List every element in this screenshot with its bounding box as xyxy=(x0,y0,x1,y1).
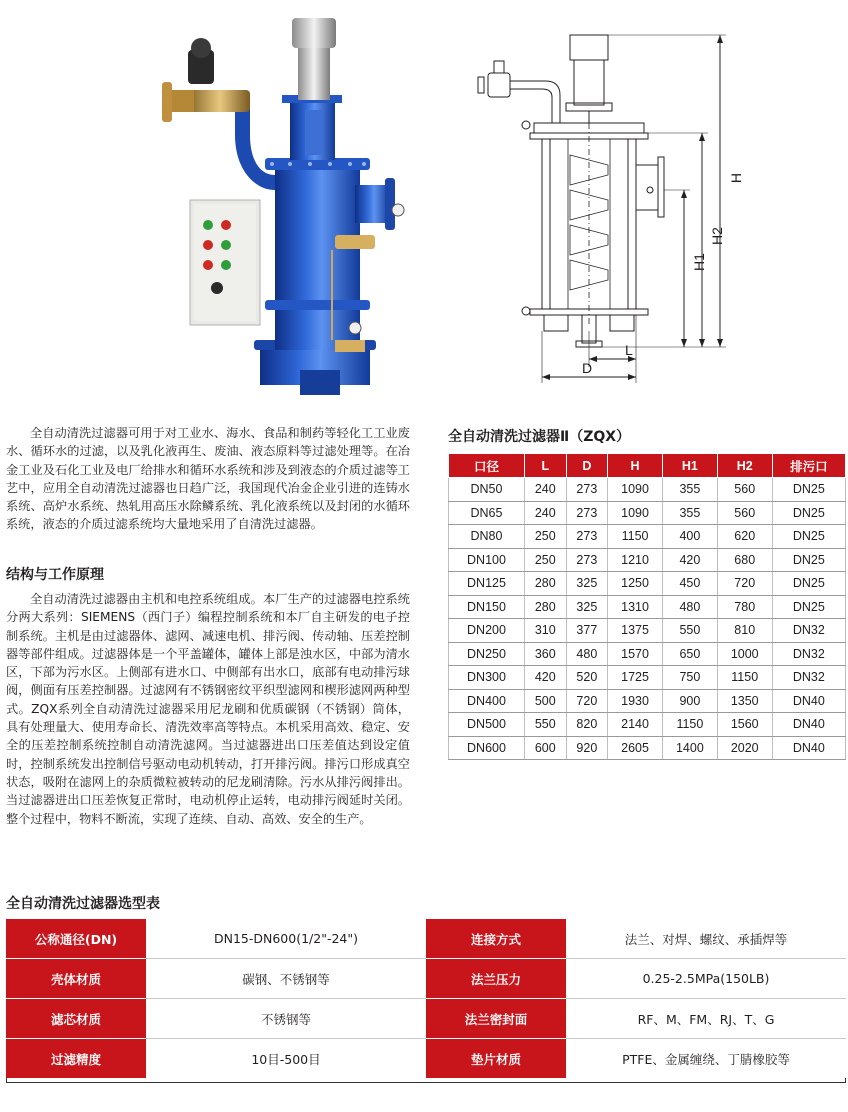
spec-cell: DN40 xyxy=(772,713,845,737)
spec-cell: 920 xyxy=(566,736,608,760)
dim-label-h2: H2 xyxy=(708,227,725,245)
spec-table-row xyxy=(449,666,846,690)
spec-header: 排污口 xyxy=(772,454,845,478)
spec-cell: 550 xyxy=(662,619,717,643)
spec-cell: DN32 xyxy=(772,666,845,690)
spec-table-title: 全自动清洗过滤器Ⅱ（ZQX） xyxy=(448,429,631,445)
selection-value: DN15-DN600(1/2"-24") xyxy=(146,919,426,959)
spec-cell: 720 xyxy=(717,572,772,596)
spec-cell: 650 xyxy=(662,642,717,666)
spec-cell: 355 xyxy=(662,501,717,525)
spec-cell: 273 xyxy=(566,548,608,572)
spec-cell: 355 xyxy=(662,478,717,502)
spec-cell: 500 xyxy=(524,689,566,713)
spec-cell: 1090 xyxy=(608,501,663,525)
spec-cell: 600 xyxy=(524,736,566,760)
selection-value: PTFE、金属缠绕、丁腈橡胶等 xyxy=(566,1039,846,1079)
spec-header: H1 xyxy=(662,454,717,478)
spec-cell: 273 xyxy=(566,478,608,502)
spec-cell: 480 xyxy=(662,595,717,619)
spec-cell: DN40 xyxy=(772,736,845,760)
spec-cell: 240 xyxy=(524,478,566,502)
selection-table-body xyxy=(6,919,846,1078)
spec-table-row xyxy=(449,572,846,596)
spec-cell: 420 xyxy=(524,666,566,690)
spec-cell: 1350 xyxy=(717,689,772,713)
product-photo xyxy=(150,10,420,395)
structure-title: 结构与工作原理 xyxy=(6,567,104,583)
spec-cell: 680 xyxy=(717,548,772,572)
spec-cell: DN125 xyxy=(449,572,525,596)
spec-cell: 550 xyxy=(524,713,566,737)
selection-label: 公称通径(DN) xyxy=(6,919,146,959)
spec-cell: 280 xyxy=(524,595,566,619)
spec-cell: 273 xyxy=(566,501,608,525)
spec-cell: 620 xyxy=(717,525,772,549)
spec-table-row xyxy=(449,736,846,760)
spec-header: H2 xyxy=(717,454,772,478)
spec-cell: DN25 xyxy=(772,525,845,549)
spec-cell: 2020 xyxy=(717,736,772,760)
selection-label: 法兰密封面 xyxy=(426,999,566,1039)
spec-cell: DN25 xyxy=(772,478,845,502)
selection-row xyxy=(6,919,846,959)
spec-cell: 310 xyxy=(524,619,566,643)
selection-value: 0.25-2.5MPa(150LB) xyxy=(566,959,846,999)
spec-cell: 720 xyxy=(566,689,608,713)
spec-cell: 250 xyxy=(524,548,566,572)
spec-cell: DN150 xyxy=(449,595,525,619)
spec-cell: DN200 xyxy=(449,619,525,643)
spec-table xyxy=(448,453,846,760)
dim-label-h: H xyxy=(728,172,745,184)
spec-table-header-row xyxy=(449,454,846,478)
structure-paragraph: 全自动清洗过滤器由主机和电控系统组成。本厂生产的过滤器电控系统分两大系列：SIEMENS（西门子）编程控制系统和本厂自主研发的电子控制系统。主机是由过滤器体、滤网、减速电机、排污阀、传动轴、压差控制器等部件组成。过滤器体是一个平盖罐体，罐体上部是浊水区，中部为清水区，下部为污水区。上侧部有进水口、中侧部有出水口，底部有电动排污球阀，侧面有压差控制器。过滤网有不锈钢密纹平织型滤网和楔形滤网两种型式。ZQX系列全自动清洗过滤器采用尼龙刷和优质碳钢（不锈钢）筒体，具有处理量大、使用寿命长、清洗效率高等特点。本机采用高效、稳定、安全的压差控制系统控制自动清洗滤网。当过滤器进出口压差值达到设定值时，控制系统发出控制信号驱动电动机转动，打开排污阀。排污口形成真空状态，吸附在滤网上的杂质微粒被转动的尼龙刷清除。污水从排污阀排出。当过滤器进出口压差恢复正常时，电动机停止运转，电动排污阀延时关闭。整个过程中，物料不断流，实现了连续、自动、高效、安全的生产。 xyxy=(6,592,410,826)
selection-row xyxy=(6,959,846,999)
spec-cell: 1560 xyxy=(717,713,772,737)
spec-cell: 820 xyxy=(566,713,608,737)
spec-cell: 1570 xyxy=(608,642,663,666)
spec-cell: 240 xyxy=(524,501,566,525)
selection-label: 壳体材质 xyxy=(6,959,146,999)
spec-cell: 520 xyxy=(566,666,608,690)
spec-cell: 400 xyxy=(662,525,717,549)
selection-row xyxy=(6,999,846,1039)
spec-cell: DN250 xyxy=(449,642,525,666)
spec-cell: DN300 xyxy=(449,666,525,690)
spec-cell: 1150 xyxy=(608,525,663,549)
spec-cell: DN80 xyxy=(449,525,525,549)
spec-cell: 377 xyxy=(566,619,608,643)
spec-cell: 1150 xyxy=(662,713,717,737)
spec-cell: 1000 xyxy=(717,642,772,666)
spec-cell: 480 xyxy=(566,642,608,666)
selection-label: 滤芯材质 xyxy=(6,999,146,1039)
spec-cell: 750 xyxy=(662,666,717,690)
spec-cell: 250 xyxy=(524,525,566,549)
spec-cell: 420 xyxy=(662,548,717,572)
spec-cell: 1725 xyxy=(608,666,663,690)
spec-cell: 1210 xyxy=(608,548,663,572)
spec-cell: 1310 xyxy=(608,595,663,619)
spec-header: 口径 xyxy=(449,454,525,478)
spec-cell: DN25 xyxy=(772,501,845,525)
spec-table-row xyxy=(449,713,846,737)
selection-table xyxy=(6,919,846,1078)
selection-value: 10目-500目 xyxy=(146,1039,426,1079)
spec-cell: DN65 xyxy=(449,501,525,525)
selection-label: 连接方式 xyxy=(426,919,566,959)
spec-table-row xyxy=(449,595,846,619)
dimension-drawing xyxy=(470,15,770,390)
spec-table-body xyxy=(449,478,846,760)
spec-header: D xyxy=(566,454,608,478)
selection-value: RF、M、FM、RJ、T、G xyxy=(566,999,846,1039)
spec-cell: 450 xyxy=(662,572,717,596)
selection-value: 碳钢、不锈钢等 xyxy=(146,959,426,999)
spec-cell: DN100 xyxy=(449,548,525,572)
spec-table-row xyxy=(449,478,846,502)
selection-row xyxy=(6,1039,846,1079)
spec-cell: DN32 xyxy=(772,619,845,643)
dim-label-h1: H1 xyxy=(690,253,707,271)
spec-cell: 2140 xyxy=(608,713,663,737)
spec-cell: 1150 xyxy=(717,666,772,690)
spec-table-row xyxy=(449,642,846,666)
spec-cell: DN25 xyxy=(772,572,845,596)
spec-cell: DN50 xyxy=(449,478,525,502)
spec-header: L xyxy=(524,454,566,478)
spec-cell: 325 xyxy=(566,572,608,596)
spec-cell: 560 xyxy=(717,501,772,525)
spec-cell: 1400 xyxy=(662,736,717,760)
selection-value: 不锈钢等 xyxy=(146,999,426,1039)
spec-cell: DN25 xyxy=(772,595,845,619)
spec-cell: 900 xyxy=(662,689,717,713)
spec-cell: 560 xyxy=(717,478,772,502)
spec-cell: 325 xyxy=(566,595,608,619)
spec-cell: 273 xyxy=(566,525,608,549)
selection-label: 法兰压力 xyxy=(426,959,566,999)
spec-cell: 280 xyxy=(524,572,566,596)
spec-cell: 1930 xyxy=(608,689,663,713)
spec-cell: DN500 xyxy=(449,713,525,737)
spec-header: H xyxy=(608,454,663,478)
spec-cell: DN400 xyxy=(449,689,525,713)
spec-cell: 1375 xyxy=(608,619,663,643)
selection-label: 垫片材质 xyxy=(426,1039,566,1079)
spec-cell: 1250 xyxy=(608,572,663,596)
spec-cell: DN32 xyxy=(772,642,845,666)
spec-cell: 1090 xyxy=(608,478,663,502)
spec-cell: DN600 xyxy=(449,736,525,760)
spec-cell: 810 xyxy=(717,619,772,643)
spec-cell: 360 xyxy=(524,642,566,666)
selection-label: 过滤精度 xyxy=(6,1039,146,1079)
selection-value: 法兰、对焊、螺纹、承插焊等 xyxy=(566,919,846,959)
intro-paragraph: 全自动清洗过滤器可用于对工业水、海水、食品和制药等轻化工工业废水、循环水的过滤，以及乳化液再生、废油、液态原料等过滤处理等。在冶金工业及石化工业及电厂给排水和循环水系统和涉及到液态的介质过滤等工艺中，应用全自动清洗过滤器也日趋广泛，我国现代冶金企业引进的连铸水系统、高炉水系统、热轧用高压水除鳞系统、乳化液系统以及封闭的水循环系统，液态的介质过滤系统均大量地采用了自清洗过滤器。 xyxy=(6,426,410,532)
spec-table-row xyxy=(449,619,846,643)
spec-table-row xyxy=(449,689,846,713)
spec-cell: DN40 xyxy=(772,689,845,713)
spec-table-row xyxy=(449,525,846,549)
spec-table-row xyxy=(449,501,846,525)
spec-cell: 780 xyxy=(717,595,772,619)
spec-cell: DN25 xyxy=(772,548,845,572)
dim-label-l: L xyxy=(625,342,633,358)
dim-label-d: D xyxy=(582,360,593,376)
spec-table-row xyxy=(449,548,846,572)
spec-cell: 2605 xyxy=(608,736,663,760)
selection-title: 全自动清洗过滤器选型表 xyxy=(6,896,160,912)
